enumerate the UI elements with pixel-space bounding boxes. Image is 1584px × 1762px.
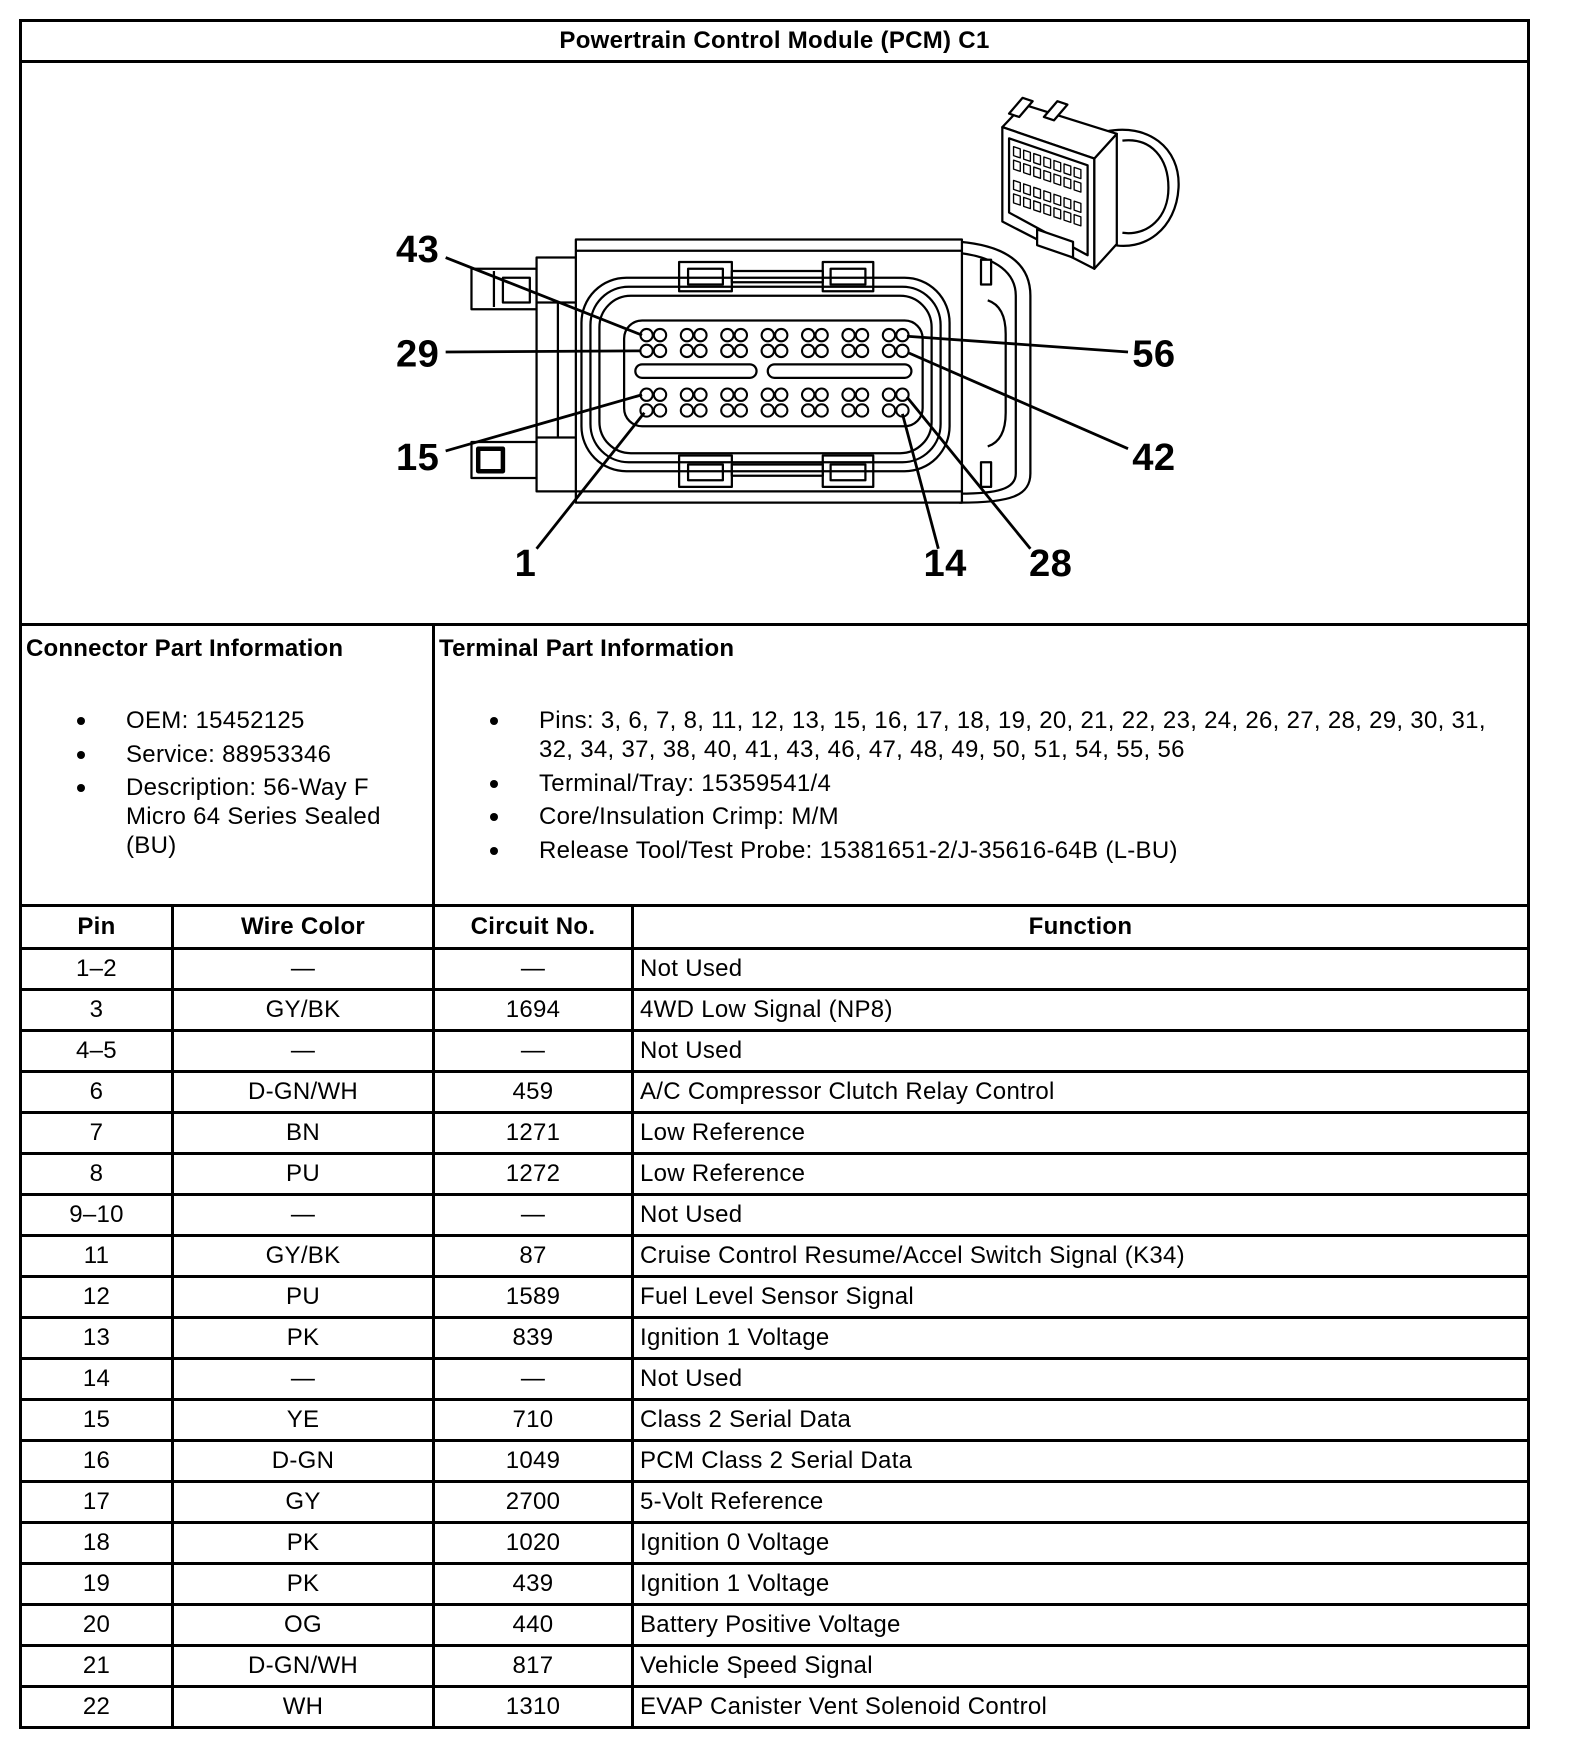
pin-hole bbox=[883, 345, 895, 357]
cell-wire-color: PU bbox=[174, 1155, 432, 1193]
terminal-cavity bbox=[1044, 157, 1051, 168]
pin-hole bbox=[815, 329, 827, 341]
cell-circuit-no: — bbox=[435, 950, 631, 988]
pin-hole bbox=[802, 345, 814, 357]
pin-hole bbox=[842, 389, 854, 401]
pin-hole bbox=[896, 329, 908, 341]
connector-info-service: Service: 88953346 bbox=[126, 740, 406, 769]
cell-wire-color: D-GN bbox=[174, 1442, 432, 1480]
cell-wire-color: GY bbox=[174, 1483, 432, 1521]
pin-hole bbox=[640, 345, 652, 357]
cell-function: Low Reference bbox=[634, 1155, 1527, 1193]
cell-function: Ignition 0 Voltage bbox=[634, 1524, 1527, 1562]
pin-hole bbox=[815, 404, 827, 416]
callout-29: 29 bbox=[396, 332, 440, 376]
pin-hole bbox=[721, 345, 733, 357]
connector-end-view-sheet bbox=[19, 19, 1530, 1729]
pin-hole bbox=[654, 404, 666, 416]
cell-wire-color: — bbox=[174, 950, 432, 988]
cell-circuit-no: 459 bbox=[435, 1073, 631, 1111]
cell-function: Not Used bbox=[634, 950, 1527, 988]
cell-pin: 14 bbox=[22, 1360, 171, 1398]
cell-wire-color: PK bbox=[174, 1319, 432, 1357]
cell-wire-color: GY/BK bbox=[174, 1237, 432, 1275]
pin-hole bbox=[815, 389, 827, 401]
pin-hole bbox=[802, 329, 814, 341]
header-function: Function bbox=[634, 907, 1527, 947]
cell-circuit-no: — bbox=[435, 1032, 631, 1070]
pin-hole bbox=[775, 345, 787, 357]
callout-1: 1 bbox=[514, 541, 537, 585]
cell-circuit-no: 1271 bbox=[435, 1114, 631, 1152]
terminal-info-tray: Terminal/Tray: 15359541/4 bbox=[539, 769, 1509, 798]
pin-hole bbox=[802, 404, 814, 416]
cell-pin: 17 bbox=[22, 1483, 171, 1521]
connector-info-oem: OEM: 15452125 bbox=[126, 706, 406, 735]
terminal-part-information bbox=[435, 626, 1527, 904]
cell-function: Not Used bbox=[634, 1196, 1527, 1234]
terminal-info-crimp: Core/Insulation Crimp: M/M bbox=[539, 802, 1509, 831]
cell-circuit-no: 440 bbox=[435, 1606, 631, 1644]
cell-pin: 4–5 bbox=[22, 1032, 171, 1070]
pin-hole bbox=[681, 404, 693, 416]
terminal-cavity bbox=[1024, 164, 1031, 175]
pin-hole bbox=[802, 389, 814, 401]
pin-hole bbox=[640, 389, 652, 401]
pin-hole bbox=[654, 329, 666, 341]
pin-hole bbox=[842, 345, 854, 357]
pin-hole bbox=[775, 329, 787, 341]
cell-wire-color: — bbox=[174, 1196, 432, 1234]
header-circuit-no: Circuit No. bbox=[435, 907, 631, 947]
cell-wire-color: PU bbox=[174, 1278, 432, 1316]
terminal-info-release-tool: Release Tool/Test Probe: 15381651-2/J-35616-64B (L-BU) bbox=[539, 836, 1509, 865]
pin-hole bbox=[721, 404, 733, 416]
cell-wire-color: PK bbox=[174, 1565, 432, 1603]
pin-hole bbox=[681, 345, 693, 357]
pin-hole bbox=[856, 329, 868, 341]
pin-hole bbox=[775, 404, 787, 416]
cell-function: Cruise Control Resume/Accel Switch Signal (K34) bbox=[634, 1237, 1527, 1275]
cell-wire-color: OG bbox=[174, 1606, 432, 1644]
cell-circuit-no: 1049 bbox=[435, 1442, 631, 1480]
connector-info-description: Description: 56-Way F Micro 64 Series Sealed (BU) bbox=[126, 773, 406, 860]
pin-hole bbox=[735, 404, 747, 416]
cell-pin: 1–2 bbox=[22, 950, 171, 988]
cell-wire-color: D-GN/WH bbox=[174, 1073, 432, 1111]
pin-hole bbox=[856, 404, 868, 416]
cell-function: Vehicle Speed Signal bbox=[634, 1647, 1527, 1685]
cell-function: Class 2 Serial Data bbox=[634, 1401, 1527, 1439]
pin-hole bbox=[681, 329, 693, 341]
terminal-cavity bbox=[1014, 147, 1021, 158]
cell-circuit-no: 1020 bbox=[435, 1524, 631, 1562]
cell-pin: 9–10 bbox=[22, 1196, 171, 1234]
cell-pin: 18 bbox=[22, 1524, 171, 1562]
terminal-cavity bbox=[1074, 167, 1081, 178]
cell-circuit-no: 87 bbox=[435, 1237, 631, 1275]
cell-pin: 12 bbox=[22, 1278, 171, 1316]
terminal-cavity bbox=[1014, 180, 1021, 191]
terminal-cavity bbox=[1034, 187, 1041, 198]
terminal-cavity bbox=[1034, 201, 1041, 212]
cell-function: 4WD Low Signal (NP8) bbox=[634, 991, 1527, 1029]
cell-pin: 15 bbox=[22, 1401, 171, 1439]
cell-circuit-no: 2700 bbox=[435, 1483, 631, 1521]
terminal-cavity bbox=[1044, 204, 1051, 215]
center-slot bbox=[635, 364, 756, 377]
callout-28: 28 bbox=[1029, 541, 1073, 585]
cell-function: A/C Compressor Clutch Relay Control bbox=[634, 1073, 1527, 1111]
cell-pin: 8 bbox=[22, 1155, 171, 1193]
cell-function: PCM Class 2 Serial Data bbox=[634, 1442, 1527, 1480]
cell-function: EVAP Canister Vent Solenoid Control bbox=[634, 1688, 1527, 1726]
pin-hole bbox=[654, 345, 666, 357]
cell-pin: 11 bbox=[22, 1237, 171, 1275]
terminal-cavity bbox=[1034, 154, 1041, 165]
terminal-cavity bbox=[1064, 198, 1071, 209]
pin-hole bbox=[681, 389, 693, 401]
pin-hole bbox=[694, 389, 706, 401]
pin-hole bbox=[883, 404, 895, 416]
terminal-cavity bbox=[1024, 197, 1031, 208]
cell-function: Low Reference bbox=[634, 1114, 1527, 1152]
cell-wire-color: — bbox=[174, 1032, 432, 1070]
cell-circuit-no: — bbox=[435, 1196, 631, 1234]
pin-hole bbox=[654, 389, 666, 401]
cell-wire-color: BN bbox=[174, 1114, 432, 1152]
terminal-cavity bbox=[1054, 208, 1061, 219]
cell-wire-color: WH bbox=[174, 1688, 432, 1726]
cell-function: Ignition 1 Voltage bbox=[634, 1565, 1527, 1603]
cell-pin: 20 bbox=[22, 1606, 171, 1644]
cell-circuit-no: 817 bbox=[435, 1647, 631, 1685]
callout-15: 15 bbox=[396, 436, 440, 480]
terminal-cavity bbox=[1074, 215, 1081, 226]
pin-hole bbox=[762, 404, 774, 416]
pin-hole bbox=[883, 329, 895, 341]
cell-circuit-no: 710 bbox=[435, 1401, 631, 1439]
pin-hole bbox=[856, 389, 868, 401]
cell-pin: 19 bbox=[22, 1565, 171, 1603]
terminal-info-heading: Terminal Part Information bbox=[439, 635, 735, 662]
cell-pin: 13 bbox=[22, 1319, 171, 1357]
connector-body bbox=[471, 240, 1030, 503]
callout-43: 43 bbox=[396, 228, 440, 272]
terminal-cavity bbox=[1044, 171, 1051, 182]
pin-hole bbox=[762, 329, 774, 341]
cell-wire-color: GY/BK bbox=[174, 991, 432, 1029]
pin-hole bbox=[896, 389, 908, 401]
cell-wire-color: PK bbox=[174, 1524, 432, 1562]
terminal-cavity bbox=[1014, 160, 1021, 171]
pin-hole bbox=[856, 345, 868, 357]
terminal-cavity bbox=[1044, 191, 1051, 202]
cell-pin: 7 bbox=[22, 1114, 171, 1152]
terminal-cavity bbox=[1064, 177, 1071, 188]
terminal-cavity bbox=[1064, 164, 1071, 175]
cell-wire-color: — bbox=[174, 1360, 432, 1398]
pin-hole bbox=[762, 345, 774, 357]
right-latch bbox=[960, 242, 1031, 503]
cell-circuit-no: — bbox=[435, 1360, 631, 1398]
terminal-cavity bbox=[1064, 211, 1071, 222]
pin-hole bbox=[694, 345, 706, 357]
cell-function: Not Used bbox=[634, 1032, 1527, 1070]
pin-hole bbox=[694, 404, 706, 416]
housing-side-face bbox=[1094, 134, 1116, 269]
cell-pin: 21 bbox=[22, 1647, 171, 1685]
cell-function: Fuel Level Sensor Signal bbox=[634, 1278, 1527, 1316]
center-slot bbox=[768, 364, 912, 377]
connector-info-list bbox=[26, 706, 428, 860]
pin-hole bbox=[775, 389, 787, 401]
pin-hole bbox=[883, 389, 895, 401]
header-wire-color: Wire Color bbox=[174, 907, 432, 947]
pin-hole bbox=[735, 329, 747, 341]
page-title: Powertrain Control Module (PCM) C1 bbox=[22, 22, 1527, 60]
terminal-cavity bbox=[1024, 184, 1031, 195]
callout-42: 42 bbox=[1132, 436, 1176, 480]
pin-hole bbox=[842, 404, 854, 416]
terminal-cavity bbox=[1054, 174, 1061, 185]
cell-function: 5-Volt Reference bbox=[634, 1483, 1527, 1521]
pin-hole bbox=[815, 345, 827, 357]
header-pin: Pin bbox=[22, 907, 171, 947]
terminal-cavity bbox=[1054, 160, 1061, 171]
terminal-cavity bbox=[1034, 167, 1041, 178]
cell-function: Battery Positive Voltage bbox=[634, 1606, 1527, 1644]
cell-function: Ignition 1 Voltage bbox=[634, 1319, 1527, 1357]
cell-pin: 6 bbox=[22, 1073, 171, 1111]
connector-info-heading: Connector Part Information bbox=[26, 635, 344, 662]
terminal-cavity bbox=[1074, 181, 1081, 192]
right-latch-tab bbox=[981, 260, 991, 285]
cell-pin: 3 bbox=[22, 991, 171, 1029]
pin-hole bbox=[762, 389, 774, 401]
cell-circuit-no: 1310 bbox=[435, 1688, 631, 1726]
right-latch-tab bbox=[981, 462, 991, 487]
cell-circuit-no: 1272 bbox=[435, 1155, 631, 1193]
pin-hole bbox=[640, 329, 652, 341]
left-latch-lower-inner bbox=[478, 449, 503, 471]
connector-part-information bbox=[22, 626, 432, 904]
terminal-info-pins: Pins: 3, 6, 7, 8, 11, 12, 13, 15, 16, 17, 18, 19, 20, 21, 22, 23, 24, 26, 27, 28, 29, 30, 31, 32, 34, 37, 38, 40, 41, 43, 46, 47, 48, 49, 50, 51, 54, 55, 56 bbox=[539, 706, 1509, 764]
pin-hole bbox=[735, 345, 747, 357]
terminal-cavity bbox=[1054, 194, 1061, 205]
pin-hole bbox=[896, 345, 908, 357]
cell-wire-color: YE bbox=[174, 1401, 432, 1439]
cell-circuit-no: 839 bbox=[435, 1319, 631, 1357]
top-bar bbox=[732, 271, 823, 282]
cell-circuit-no: 439 bbox=[435, 1565, 631, 1603]
terminal-info-list bbox=[439, 706, 1509, 865]
connector-diagram bbox=[22, 63, 1527, 623]
cell-pin: 22 bbox=[22, 1688, 171, 1726]
cell-function: Not Used bbox=[634, 1360, 1527, 1398]
pin-hole bbox=[735, 389, 747, 401]
cell-circuit-no: 1694 bbox=[435, 991, 631, 1029]
callout-56: 56 bbox=[1132, 332, 1176, 376]
callout-14: 14 bbox=[923, 541, 967, 585]
cell-circuit-no: 1589 bbox=[435, 1278, 631, 1316]
terminal-cavity bbox=[1014, 194, 1021, 205]
terminal-cavity bbox=[1074, 201, 1081, 212]
connector-isometric-view bbox=[1002, 98, 1178, 269]
cell-wire-color: D-GN/WH bbox=[174, 1647, 432, 1685]
connector-diagram-panel bbox=[22, 63, 1527, 623]
cell-pin: 16 bbox=[22, 1442, 171, 1480]
pin-hole bbox=[721, 389, 733, 401]
terminal-cavity bbox=[1024, 150, 1031, 161]
pin-hole bbox=[842, 329, 854, 341]
pin-hole bbox=[721, 329, 733, 341]
leader-line-29 bbox=[446, 351, 640, 352]
pin-hole bbox=[694, 329, 706, 341]
